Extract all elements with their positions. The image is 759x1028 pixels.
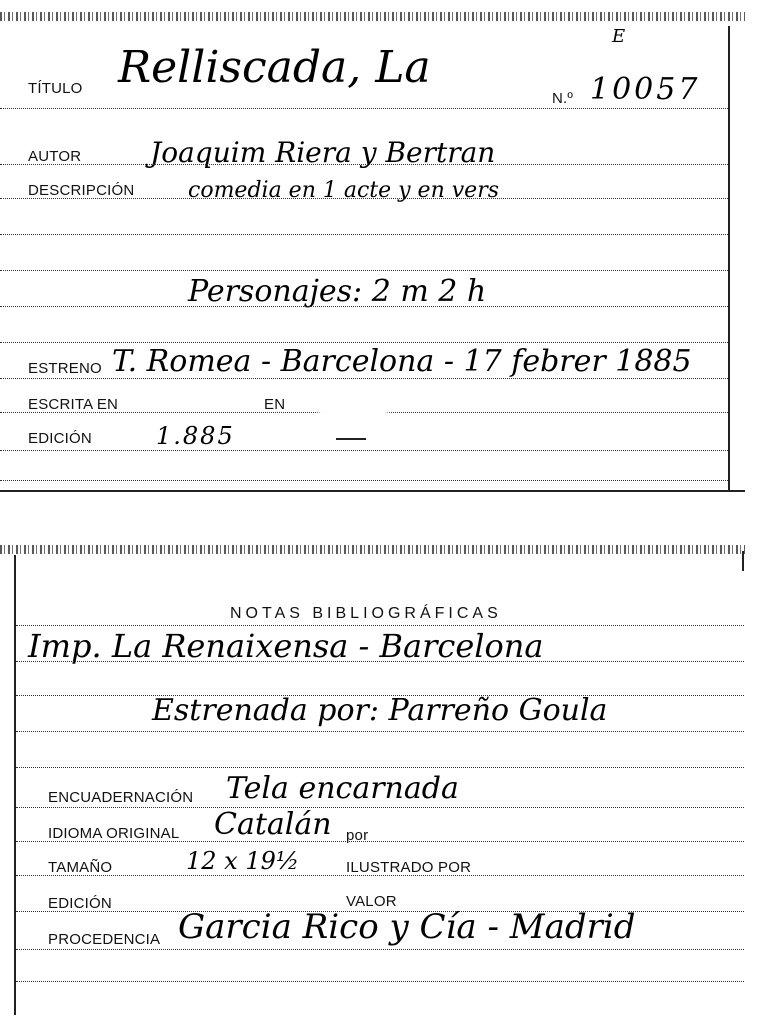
rule-line <box>0 306 728 307</box>
binding-value: Tela encarnada <box>226 771 459 806</box>
edition-value: 1.885 <box>156 422 235 450</box>
rule-line <box>0 378 728 379</box>
rule-line <box>0 198 728 199</box>
section-heading: NOTAS BIBLIOGRÁFICAS <box>230 605 502 622</box>
value-label: VALOR <box>346 893 397 910</box>
rule-line <box>0 450 728 451</box>
premiere-value: T. Romea - Barcelona - 17 febrer 1885 <box>112 344 692 379</box>
description-label: DESCRIPCIÓN <box>28 182 135 199</box>
description-value: comedia en 1 acte y en vers <box>188 178 499 203</box>
card-torn-edge <box>0 545 745 554</box>
rule-line <box>0 270 728 271</box>
rule-line <box>0 480 728 481</box>
rule-line <box>0 108 728 109</box>
card-separator <box>0 490 745 492</box>
dash-mark <box>336 438 366 440</box>
rule-line <box>0 234 728 235</box>
language-value: Catalán <box>214 807 332 842</box>
rule-line <box>16 875 744 876</box>
erasure-blot <box>318 400 388 428</box>
rule-line <box>0 342 728 343</box>
card-torn-edge <box>0 12 745 21</box>
edition-label: EDICIÓN <box>48 895 112 912</box>
rule-line <box>16 949 744 950</box>
illustrator-label: ILUSTRADO POR <box>346 859 472 876</box>
written-in-label: ESCRITA EN <box>28 396 119 413</box>
written-year-label: EN <box>264 396 286 413</box>
catalog-card-front <box>0 12 745 490</box>
corner-mark: E <box>612 26 626 47</box>
author-label: AUTOR <box>28 148 82 165</box>
size-label: TAMAÑO <box>48 859 113 876</box>
catalog-card-back <box>0 545 745 1015</box>
rule-line <box>16 841 744 842</box>
characters-note: Personajes: 2 m 2 h <box>188 274 487 309</box>
translator-label: por <box>346 827 369 844</box>
rule-line <box>16 625 744 626</box>
rule-line <box>0 164 728 165</box>
rule-line <box>16 807 744 808</box>
card-right-border <box>728 26 730 492</box>
edition-label: EDICIÓN <box>28 430 92 447</box>
number-label: N.º <box>552 90 574 107</box>
note-line: Estrenada por: Parreño Goula <box>152 693 608 728</box>
binding-label: ENCUADERNACIÓN <box>48 789 194 806</box>
author-value: Joaquim Riera y Bertran <box>150 136 496 169</box>
number-value: 10057 <box>590 72 701 107</box>
rule-line <box>16 731 744 732</box>
card-left-border <box>14 555 16 1015</box>
rule-line <box>16 981 744 982</box>
card-right-border <box>742 551 744 571</box>
language-label: IDIOMA ORIGINAL <box>48 825 180 842</box>
note-line: Imp. La Renaixensa - Barcelona <box>28 627 544 665</box>
rule-line <box>16 767 744 768</box>
premiere-label: ESTRENO <box>28 360 102 377</box>
size-value: 12 x 19½ <box>186 847 300 875</box>
title-label: TÍTULO <box>28 80 83 97</box>
provenance-label: PROCEDENCIA <box>48 931 161 948</box>
rule-line <box>16 661 744 662</box>
title-value: Relliscada, La <box>118 42 431 93</box>
provenance-value: Garcia Rico y Cía - Madrid <box>178 907 636 947</box>
